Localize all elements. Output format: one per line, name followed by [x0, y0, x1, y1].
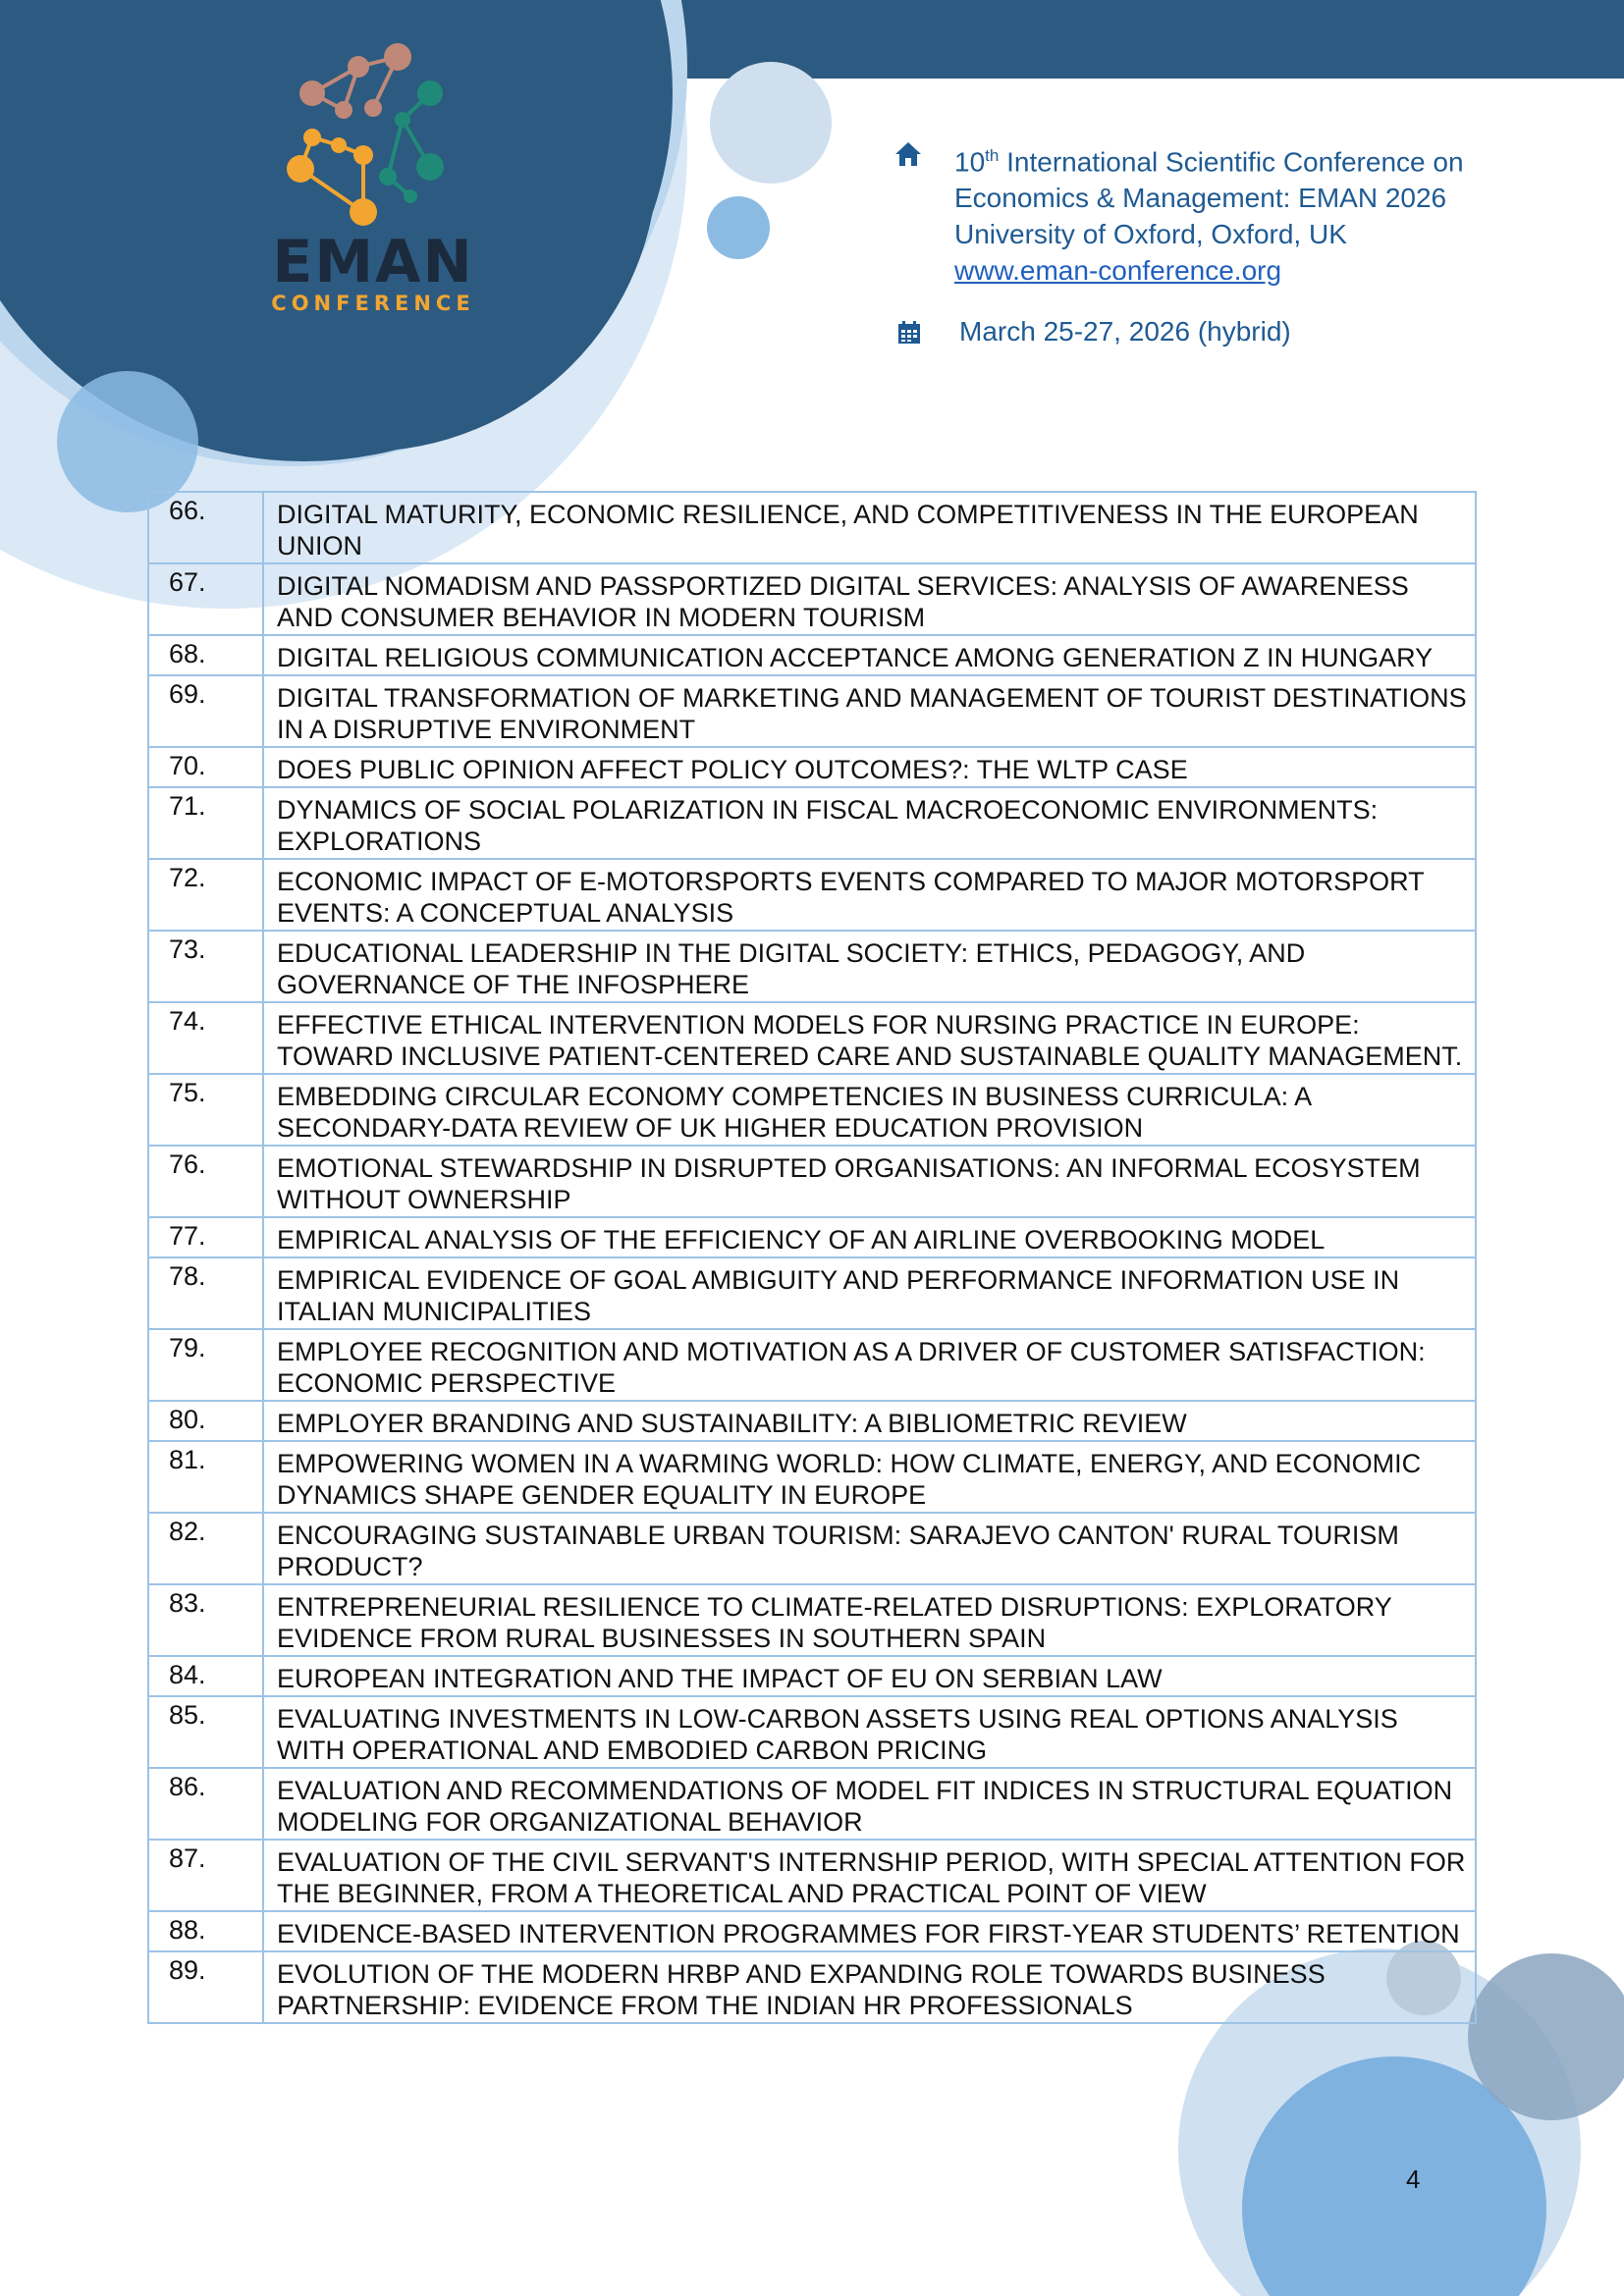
paper-title: DIGITAL RELIGIOUS COMMUNICATION ACCEPTANCE AMONG GENERATION Z IN HUNGARY — [263, 635, 1476, 675]
paper-title: EVALUATION OF THE CIVIL SERVANT'S INTERNSHIP PERIOD, WITH SPECIAL ATTENTION FOR THE BEGINNER, FROM A THEORETICAL AND PRACTICAL POINT OF VIEW — [263, 1840, 1476, 1911]
table-row — [148, 1696, 1476, 1768]
conference-info — [954, 137, 1504, 289]
paper-title: EVALUATING INVESTMENTS IN LOW-CARBON ASSETS USING REAL OPTIONS ANALYSIS WITH OPERATIONAL AND EMBODIED CARBON PRICING — [263, 1696, 1476, 1768]
paper-title: EMPLOYEE RECOGNITION AND MOTIVATION AS A DRIVER OF CUSTOMER SATISFACTION: ECONOMIC PERSPECTIVE — [263, 1329, 1476, 1401]
paper-title: EMPLOYER BRANDING AND SUSTAINABILITY: A BIBLIOMETRIC REVIEW — [263, 1401, 1476, 1441]
home-icon — [893, 139, 923, 169]
paper-title: EMPOWERING WOMEN IN A WARMING WORLD: HOW CLIMATE, ENERGY, AND ECONOMIC DYNAMICS SHAPE GENDER EQUALITY IN EUROPE — [263, 1441, 1476, 1513]
paper-number: 85. — [148, 1696, 263, 1768]
table-row — [148, 635, 1476, 675]
table-row — [148, 1217, 1476, 1257]
paper-number: 72. — [148, 859, 263, 931]
paper-number: 81. — [148, 1441, 263, 1513]
paper-title: DYNAMICS OF SOCIAL POLARIZATION IN FISCAL MACROECONOMIC ENVIRONMENTS: EXPLORATIONS — [263, 787, 1476, 859]
table-row — [148, 1329, 1476, 1401]
paper-title: EMPIRICAL EVIDENCE OF GOAL AMBIGUITY AND PERFORMANCE INFORMATION USE IN ITALIAN MUNICIPALITIES — [263, 1257, 1476, 1329]
conference-website-link[interactable]: www.eman-conference.org — [954, 255, 1282, 287]
table-row — [148, 787, 1476, 859]
table-row — [148, 1257, 1476, 1329]
paper-number: 69. — [148, 675, 263, 747]
table-row — [148, 1401, 1476, 1441]
paper-number: 82. — [148, 1513, 263, 1584]
paper-number: 68. — [148, 635, 263, 675]
paper-title: EVIDENCE-BASED INTERVENTION PROGRAMMES FOR FIRST-YEAR STUDENTS’ RETENTION — [263, 1911, 1476, 1951]
paper-number: 84. — [148, 1656, 263, 1696]
table-row — [148, 1513, 1476, 1584]
paper-number: 83. — [148, 1584, 263, 1656]
logo-subtitle: CONFERENCE — [271, 292, 475, 315]
table-row — [148, 1441, 1476, 1513]
paper-number: 74. — [148, 1002, 263, 1074]
paper-number: 71. — [148, 787, 263, 859]
paper-title: ECONOMIC IMPACT OF E-MOTORSPORTS EVENTS COMPARED TO MAJOR MOTORSPORT EVENTS: A CONCEPTUAL ANALYSIS — [263, 859, 1476, 931]
conference-venue: University of Oxford, Oxford, UK — [954, 219, 1347, 250]
paper-number: 78. — [148, 1257, 263, 1329]
conference-title-line1: 10th International Scientific Conference on — [954, 146, 1464, 178]
paper-number: 86. — [148, 1768, 263, 1840]
table-row — [148, 859, 1476, 931]
paper-number: 79. — [148, 1329, 263, 1401]
paper-number: 76. — [148, 1146, 263, 1217]
paper-number: 80. — [148, 1401, 263, 1441]
paper-title: DIGITAL MATURITY, ECONOMIC RESILIENCE, AND COMPETITIVENESS IN THE EUROPEAN UNION — [263, 492, 1476, 563]
papers-table — [147, 491, 1477, 2024]
paper-title: EMPIRICAL ANALYSIS OF THE EFFICIENCY OF AN AIRLINE OVERBOOKING MODEL — [263, 1217, 1476, 1257]
paper-number: 88. — [148, 1911, 263, 1951]
paper-title: EDUCATIONAL LEADERSHIP IN THE DIGITAL SOCIETY: ETHICS, PEDAGOGY, AND GOVERNANCE OF THE INFOSPHERE — [263, 931, 1476, 1002]
table-row — [148, 1951, 1476, 2023]
paper-number: 66. — [148, 492, 263, 563]
paper-number: 89. — [148, 1951, 263, 2023]
papers-table-body — [148, 492, 1476, 2023]
paper-title: EVALUATION AND RECOMMENDATIONS OF MODEL FIT INDICES IN STRUCTURAL EQUATION MODELING FOR ORGANIZATIONAL BEHAVIOR — [263, 1768, 1476, 1840]
paper-number: 75. — [148, 1074, 263, 1146]
table-row — [148, 563, 1476, 635]
table-row — [148, 747, 1476, 787]
table-row — [148, 1911, 1476, 1951]
table-row — [148, 931, 1476, 1002]
paper-title: ENCOURAGING SUSTAINABLE URBAN TOURISM: SARAJEVO CANTON' RURAL TOURISM PRODUCT? — [263, 1513, 1476, 1584]
table-row — [148, 1768, 1476, 1840]
paper-number: 73. — [148, 931, 263, 1002]
paper-title: EUROPEAN INTEGRATION AND THE IMPACT OF EU ON SERBIAN LAW — [263, 1656, 1476, 1696]
paper-number: 67. — [148, 563, 263, 635]
table-row — [148, 492, 1476, 563]
paper-title: DIGITAL NOMADISM AND PASSPORTIZED DIGITAL SERVICES: ANALYSIS OF AWARENESS AND CONSUMER BEHAVIOR IN MODERN TOURISM — [263, 563, 1476, 635]
paper-title: DIGITAL TRANSFORMATION OF MARKETING AND MANAGEMENT OF TOURIST DESTINATIONS IN A DISRUPTIVE ENVIRONMENT — [263, 675, 1476, 747]
paper-number: 77. — [148, 1217, 263, 1257]
conference-title-line2: Economics & Management: EMAN 2026 — [954, 183, 1447, 214]
table-row — [148, 1584, 1476, 1656]
paper-title: EFFECTIVE ETHICAL INTERVENTION MODELS FOR NURSING PRACTICE IN EUROPE: TOWARD INCLUSIVE PATIENT-CENTERED CARE AND SUSTAINABLE QUALITY MANAGEMENT. — [263, 1002, 1476, 1074]
paper-number: 87. — [148, 1840, 263, 1911]
paper-title: ENTREPRENEURIAL RESILIENCE TO CLIMATE-RELATED DISRUPTIONS: EXPLORATORY EVIDENCE FROM RURAL BUSINESSES IN SOUTHERN SPAIN — [263, 1584, 1476, 1656]
paper-title: EMOTIONAL STEWARDSHIP IN DISRUPTED ORGANISATIONS: AN INFORMAL ECOSYSTEM WITHOUT OWNERSHIP — [263, 1146, 1476, 1217]
paper-title: EMBEDDING CIRCULAR ECONOMY COMPETENCIES IN BUSINESS CURRICULA: A SECONDARY-DATA REVIEW OF UK HIGHER EDUCATION PROVISION — [263, 1074, 1476, 1146]
calendar-icon — [896, 320, 922, 346]
table-row — [148, 1146, 1476, 1217]
conference-date: March 25-27, 2026 (hybrid) — [959, 316, 1291, 347]
table-row — [148, 1840, 1476, 1911]
table-row — [148, 1002, 1476, 1074]
page-number: 4 — [1406, 2164, 1421, 2194]
table-row — [148, 1656, 1476, 1696]
table-row — [148, 675, 1476, 747]
paper-number: 70. — [148, 747, 263, 787]
logo-wordmark: EMAN — [272, 228, 474, 296]
paper-title: EVOLUTION OF THE MODERN HRBP AND EXPANDING ROLE TOWARDS BUSINESS PARTNERSHIP: EVIDENCE FROM THE INDIAN HR PROFESSIONALS — [263, 1951, 1476, 2023]
paper-title: DOES PUBLIC OPINION AFFECT POLICY OUTCOMES?: THE WLTP CASE — [263, 747, 1476, 787]
table-row — [148, 1074, 1476, 1146]
